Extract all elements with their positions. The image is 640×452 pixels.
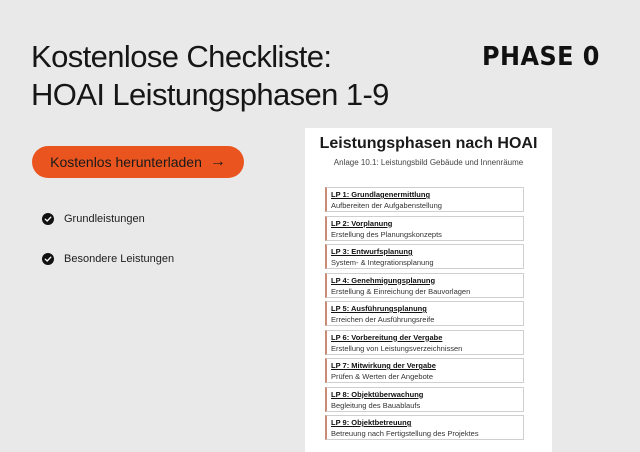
checklist-item-label: Besondere Leistungen — [64, 253, 175, 265]
phase-description: Erstellung & Einreichung der Bauvorlagen — [331, 286, 471, 296]
phase-item — [325, 415, 524, 440]
phase-label: LP 8: Objektüberwachung — [331, 389, 424, 399]
brand-logo[interactable]: PHASE 0 — [482, 42, 600, 72]
feature-checklist — [42, 211, 174, 291]
phase-label: LP 9: Objektbetreuung — [331, 418, 412, 427]
phase-label: LP 3: Entwurfsplanung — [331, 247, 413, 256]
download-button-label: Kostenlos herunterladen — [50, 154, 202, 170]
phase-description: Erstellung von Leistungsverzeichnissen — [331, 343, 463, 353]
phase-item — [325, 187, 524, 212]
phase-description: Aufbereiten der Aufgabenstellung — [331, 201, 442, 210]
download-button[interactable] — [32, 146, 244, 178]
document-subtitle: Anlage 10.1: Leistungsbild Gebäude und Innenräume — [333, 158, 524, 167]
page-headline — [31, 38, 389, 114]
phase-item — [325, 244, 524, 269]
checklist-item-label: Grundleistungen — [64, 213, 145, 225]
headline-line-2: HOAI Leistungsphasen 1-9 — [31, 77, 389, 112]
phase-label: LP 5: Ausführungsplanung — [331, 304, 427, 313]
phase-item — [325, 216, 524, 241]
phase-list — [325, 187, 524, 444]
phase-description: Erreichen der Ausführungsreife — [331, 315, 435, 324]
phase-label: LP 7: Mitwirkung der Vergabe — [331, 361, 436, 370]
check-circle-icon — [42, 213, 54, 225]
phase-label: LP 1: Grundlagenermittlung — [331, 190, 431, 199]
phase-item — [325, 273, 524, 298]
check-circle-icon — [42, 253, 54, 265]
phase-label: LP 2: Vorplanung — [331, 218, 393, 228]
phase-item — [325, 301, 524, 326]
arrow-right-icon: → — [209, 153, 226, 170]
checklist-preview-document — [305, 128, 552, 452]
document-title: Leistungsphasen nach HOAI — [319, 135, 538, 152]
headline-line-1: Kostenlose Checkliste: — [31, 39, 332, 74]
phase-description: System- & Integrationsplanung — [331, 258, 434, 267]
checklist-item — [42, 211, 174, 227]
phase-item — [325, 358, 524, 383]
phase-description: Erstellung des Planungskonzepts — [331, 229, 442, 239]
phase-description: Begleitung des Bauablaufs — [331, 400, 421, 410]
phase-item — [325, 387, 524, 412]
phase-description: Prüfen & Werten der Angebote — [331, 372, 434, 381]
checklist-item — [42, 251, 174, 267]
phase-item — [325, 330, 524, 355]
phase-description: Betreuung nach Fertigstellung des Projektes — [331, 429, 479, 438]
phase-label: LP 6: Vorbereitung der Vergabe — [331, 332, 443, 342]
phase-label: LP 4: Genehmigungsplanung — [331, 275, 436, 285]
